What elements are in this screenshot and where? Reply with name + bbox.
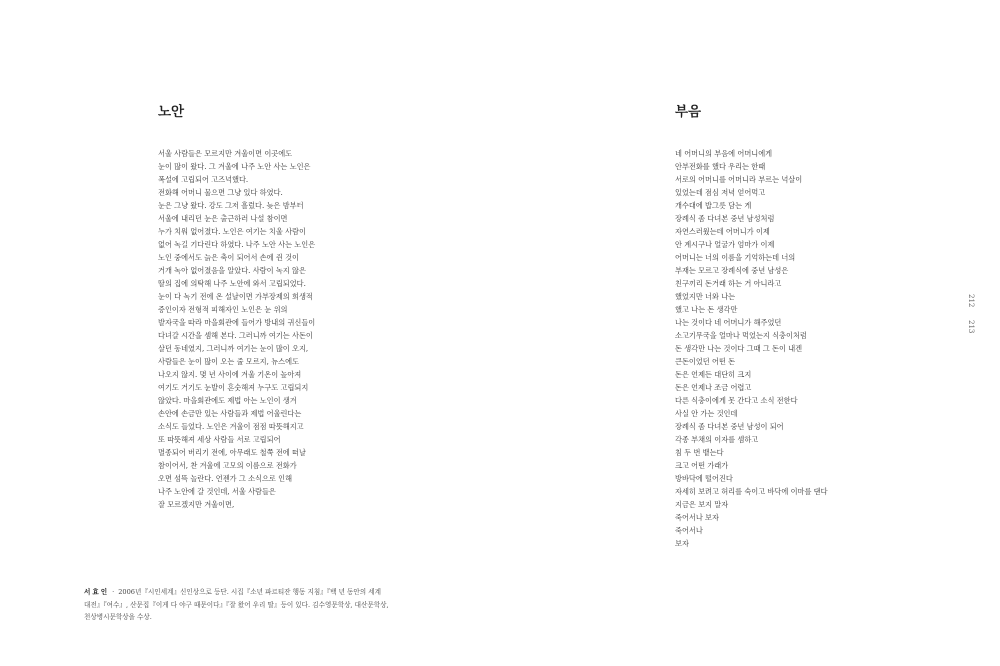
poem-line: 지금은 보지 말자: [675, 500, 729, 509]
poem-line: 소식도 들었다. 노인은 겨울이 점점 따뜻해지고: [158, 422, 304, 431]
poem-line: 소고기무국을 얼마나 먹었는지 식충이처럼: [675, 331, 807, 340]
author-note-line: 천상병시문학상을 수상.: [84, 613, 152, 621]
poem-line: 노인 중에서도 늙은 축이 되어서 손에 쥔 것이: [158, 253, 299, 262]
poem-line: 자세히 보려고 허리를 숙이고 바닥에 이마를 댄다: [675, 487, 828, 496]
poem-line: 있었는데 점심 저녁 얻어먹고: [675, 188, 766, 197]
poem-line: 장례식 좀 다녀본 중년 남성처럼: [675, 214, 775, 223]
poem-line: 크고 어떤 가래가: [675, 461, 729, 470]
poem-line: 없어 녹길 기다린다 하였다. 나주 노안 사는 노인은: [158, 240, 316, 249]
author-note: [84, 586, 444, 624]
poem-line: 나는 것이다 네 어머니가 해주었던: [675, 318, 782, 327]
poem-line: 증인이자 전형적 피해자인 노인은 눈 위의: [158, 305, 288, 314]
poem-line: 멸종되어 버리기 전에, 아무래도 철쭉 전에 떠날: [158, 448, 306, 457]
poem-line: 거개 녹아 없어졌음을 알았다. 사람이 녹지 않은: [158, 266, 306, 275]
poem-line: 했고 나는 돈 생각만: [675, 305, 738, 314]
poem-line: 안 계시구나 얼굴가 엄마가 이제: [675, 240, 775, 249]
poem-line: 살던 동네였지, 그러니까 여기는 눈이 많이 오지,: [158, 344, 309, 353]
poem-line: 개수대에 밥그릇 담는 게: [675, 201, 752, 210]
poem-line: 부재는 모르고 장례식에 중년 남성은: [675, 266, 789, 275]
poem-line: 돈은 언제든 대단히 크지: [675, 370, 752, 379]
poem-line: 잘 모르겠지만 겨울이면,: [158, 500, 235, 509]
poem-line: 또 따뜻해져 세상 사람들 서로 고립되어: [158, 435, 281, 444]
poem-line: 사실 안 가는 것인데: [675, 409, 738, 418]
poem-line: 오면 섬뜩 놀란다. 언젠가 그 소식으로 인해: [158, 474, 293, 483]
poem-line: 눈이 많이 왔다. 그 겨울에 나주 노안 사는 노인은: [158, 162, 311, 171]
poem-line: 다녀갈 시간을 셈해 본다. 그러니까 여기는 사돈이: [158, 331, 313, 340]
poem-line: 딸의 집에 의탁해 나주 노안에 와서 고립되었다.: [158, 279, 306, 288]
bullet-separator: ·: [112, 588, 115, 596]
poem-body-right: [675, 147, 935, 550]
poem-line: 손안에 손금만 있는 사람들과 제법 어울린다는: [158, 409, 302, 418]
poem-line: 큰돈이었던 어떤 돈: [675, 357, 736, 366]
poem-line: 서울에 내리던 눈은 출근하러 나설 참이면: [158, 214, 288, 223]
poem-line: 장례식 좀 다녀본 중년 남성이 되어: [675, 422, 784, 431]
poem-line: 안부전화를 했다 우리는 한때: [675, 162, 766, 171]
poem-line: 각종 부채의 이자를 셈하고: [675, 435, 759, 444]
author-note-line: 대전』『여수』, 산문집『이게 다 야구 때문이다』『잘 왔어 우리 딸』등이 있다. 김수영문학상, 대산문학상,: [84, 600, 389, 609]
poem-line: 돈은 언제나 조금 어렵고: [675, 383, 752, 392]
poem-line: 눈은 그냥 왔다. 강도 그저 흘렀다. 늦은 밤부터: [158, 201, 304, 210]
poem-line: 네 어머니의 부음에 어머니에게: [675, 149, 773, 158]
poem-body-left: [158, 147, 418, 511]
poem-line: 죽어서나 보자: [675, 513, 719, 522]
poem-line: 죽어서나: [675, 526, 703, 535]
author-bio-text: 2006년『시인세계』신인상으로 등단. 시집『소년 파르티잔 행동 지침』『백 년 동안의 세계: [118, 588, 381, 596]
poem-line: 친구끼리 돈거래 하는 거 아니라고: [675, 279, 782, 288]
poem-line: 눈이 다 녹기 전에 온 설날이면 가부장제의 희생적: [158, 292, 313, 301]
poem-line: 전화해 어머니 물으면 그냥 있다 하였다.: [158, 188, 283, 197]
poem-line: 않았다. 마을회관에도 제법 아는 노인이 생겨: [158, 396, 297, 405]
poem-title-right: 부음: [675, 104, 702, 120]
page-number-left: 212: [967, 294, 975, 308]
poem-line: 방바닥에 떨어진다: [675, 474, 733, 483]
page-number-right: 213: [967, 320, 975, 334]
poem-line: 나오지 않지. 몇 년 사이에 겨울 기온이 높아져: [158, 370, 302, 379]
poem-line: 서로의 어머니를 어머니라 부르는 넉살이: [675, 175, 803, 184]
poem-line: 폭설에 고립되어 고즈넉했다.: [158, 175, 249, 184]
poem-line: 누가 치워 없어졌다. 노인은 여기는 치울 사람이: [158, 227, 306, 236]
poem-line: 사람들은 눈이 많이 오는 줄 모르지, 뉴스에도: [158, 357, 299, 366]
poem-title-left: 노안: [158, 104, 185, 120]
poem-line: 다른 식충이에게 못 간다고 소식 전한다: [675, 396, 798, 405]
poem-line: 참이어서, 찬 겨울에 고모의 이름으로 전화가: [158, 461, 297, 470]
poem-line: 자연스러웠는데 어머니가 이제: [675, 227, 770, 236]
poem-line: 침 두 번 뱉는다: [675, 448, 724, 457]
poem-line: 돈 생각만 나는 것이다 그때 그 돈이 내겐: [675, 344, 803, 353]
author-note-line: [84, 586, 444, 599]
poem-line: 여기도 거기도 눈발이 흔숫해져 누구도 고립되지: [158, 383, 309, 392]
poem-line: 서울 사람들은 모르지만 겨울이면 이곳에도: [158, 149, 293, 158]
poem-line: 나주 노안에 갈 것인데, 서울 사람들은: [158, 487, 276, 496]
author-name: 서효인: [84, 588, 110, 596]
poem-line: 했었지만 너와 나는: [675, 292, 736, 301]
poem-line: 어머니는 너의 이름을 기억하는데 너의: [675, 253, 796, 262]
poem-line: 발자국을 따라 마을회관에 들어가 방내의 귀신들이: [158, 318, 316, 327]
poem-line: 보자: [675, 539, 689, 548]
